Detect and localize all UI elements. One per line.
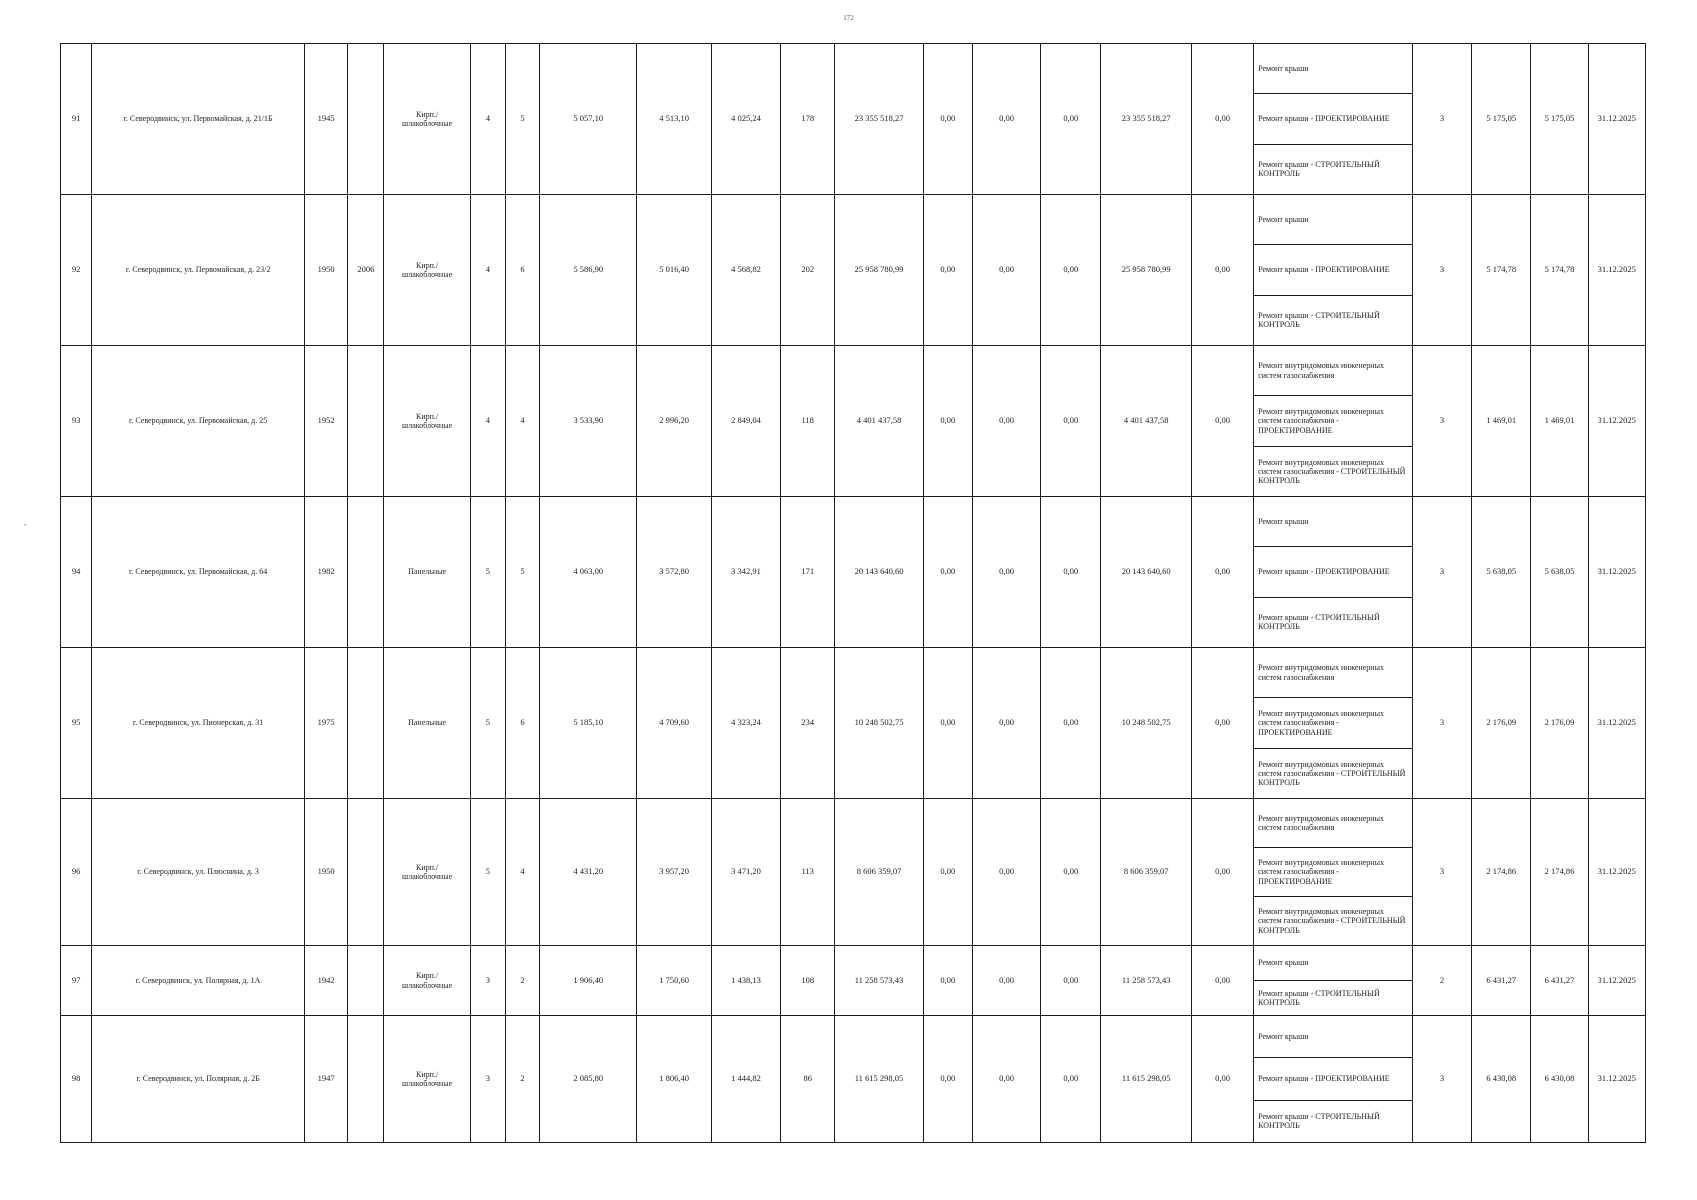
wall-material-line: Панельные [408, 567, 447, 577]
fund-regional-cell: 0,00 [972, 946, 1040, 1016]
wall-material-line: шлакоблочные [402, 980, 453, 990]
work-item: Ремонт крыши - ПРОЕКТИРОВАНИЕ [1254, 244, 1412, 294]
cost-total-cell: 25 958 780,99 [835, 195, 923, 346]
area-total-cell: 5 057,10 [540, 44, 637, 195]
year-overhaul-cell [348, 497, 384, 648]
area-residential-cell: 5 016,40 [637, 195, 711, 346]
unit-cost-cell: 1 469,01 [1472, 346, 1531, 497]
table-row [61, 799, 1646, 946]
fund-other-cell: 0,00 [1191, 946, 1253, 1016]
wall-material-cell [384, 497, 470, 648]
work-item: Ремонт внутридомовых инженерных систем газоснабжения [1258, 361, 1384, 380]
fund-local-cell: 0,00 [1041, 1016, 1101, 1143]
wall-material-line: Кирп./ [416, 411, 439, 421]
wall-material-line: шлакоблочные [402, 421, 453, 430]
cost-total-cell: 11 615 298,05 [835, 1016, 923, 1143]
cost-total-cell: 10 248 502,75 [835, 648, 923, 799]
year-built-cell: 1975 [305, 648, 348, 799]
row-number-cell: 95 [61, 648, 92, 799]
table-row [61, 648, 1646, 799]
residents-count-cell: 118 [781, 346, 835, 497]
work-item: Ремонт крыши [1258, 64, 1309, 74]
wall-material-cell [384, 1016, 470, 1143]
works-list-cell [1254, 946, 1413, 1016]
fund-local-cell: 0,00 [1041, 946, 1101, 1016]
work-item: Ремонт крыши [1258, 215, 1309, 225]
table-row [61, 497, 1646, 648]
unit-cost-limit-cell: 6 430,08 [1531, 1016, 1588, 1143]
deadline-cell: 31.12.2025 [1588, 648, 1645, 799]
area-residential-cell: 2 996,20 [637, 346, 711, 497]
wall-material-cell [384, 799, 470, 946]
works-list-cell [1254, 346, 1413, 497]
fund-other-cell: 0,00 [1191, 44, 1253, 195]
unit-cost-cell: 2 176,09 [1472, 648, 1531, 799]
work-item: Ремонт внутридомовых инженерных систем газоснабжения - СТРОИТЕЛЬНЫЙ КОНТРОЛЬ [1254, 446, 1412, 496]
fund-owners-cell: 4 401 437,58 [1101, 346, 1191, 497]
unit-cost-limit-cell: 2 174,86 [1531, 799, 1588, 946]
cost-total-cell: 8 606 359,07 [835, 799, 923, 946]
area-owned-cell: 4 025,24 [711, 44, 780, 195]
row-number-cell: 97 [61, 946, 92, 1016]
fund-owners-cell: 25 958 780,99 [1101, 195, 1191, 346]
work-item: Ремонт внутридомовых инженерных систем газоснабжения - ПРОЕКТИРОВАНИЕ [1254, 697, 1412, 747]
fund-regional-cell: 0,00 [972, 799, 1040, 946]
wall-material-cell [384, 946, 470, 1016]
floors-cell: 5 [470, 799, 505, 946]
fund-owners-cell: 20 143 640,60 [1101, 497, 1191, 648]
cost-total-cell: 11 258 573,43 [835, 946, 923, 1016]
year-overhaul-cell [348, 946, 384, 1016]
wall-material-cell [384, 44, 470, 195]
wall-material-cell [384, 648, 470, 799]
year-overhaul-cell [348, 346, 384, 497]
unit-cost-cell: 6 431,27 [1472, 946, 1531, 1016]
cost-total-cell: 20 143 640,60 [835, 497, 923, 648]
entrances-cell: 6 [505, 195, 539, 346]
unit-cost-cell: 2 174,86 [1472, 799, 1531, 946]
floors-cell: 5 [470, 497, 505, 648]
works-stack [1254, 648, 1412, 798]
works-list-cell [1254, 1016, 1413, 1143]
work-item: Ремонт крыши [1258, 517, 1309, 527]
year-built-cell: 1942 [305, 946, 348, 1016]
work-count-cell: 3 [1412, 44, 1471, 195]
work-item: Ремонт крыши [1258, 958, 1309, 968]
table-row [61, 195, 1646, 346]
year-built-cell: 1982 [305, 497, 348, 648]
area-residential-cell: 4 709,60 [637, 648, 711, 799]
fund-owners-cell: 8 606 359,07 [1101, 799, 1191, 946]
works-stack [1254, 946, 1412, 1015]
residents-count-cell: 86 [781, 1016, 835, 1143]
wall-material-line: Кирп./ [416, 1069, 439, 1079]
entrances-cell: 5 [505, 497, 539, 648]
unit-cost-limit-cell: 6 431,27 [1531, 946, 1588, 1016]
fund-other-cell: 0,00 [1191, 648, 1253, 799]
works-stack [1254, 195, 1412, 345]
works-list-cell [1254, 195, 1413, 346]
wall-material-line: шлакоблочные [402, 1079, 453, 1088]
work-count-cell: 3 [1412, 799, 1471, 946]
unit-cost-limit-cell: 5 638,05 [1531, 497, 1588, 648]
work-item: Ремонт крыши - СТРОИТЕЛЬНЫЙ КОНТРОЛЬ [1254, 295, 1412, 345]
unit-cost-limit-cell: 1 469,01 [1531, 346, 1588, 497]
fund-other-cell: 0,00 [1191, 497, 1253, 648]
work-item: Ремонт внутридомовых инженерных систем газоснабжения [1258, 663, 1384, 682]
residents-count-cell: 178 [781, 44, 835, 195]
floors-cell: 3 [470, 946, 505, 1016]
works-stack [1254, 44, 1412, 194]
floors-cell: 4 [470, 44, 505, 195]
residents-count-cell: 171 [781, 497, 835, 648]
work-count-cell: 3 [1412, 497, 1471, 648]
fund-federal-cell: 0,00 [923, 44, 972, 195]
deadline-cell: 31.12.2025 [1588, 497, 1645, 648]
area-owned-cell: 2 849,04 [711, 346, 780, 497]
works-stack [1254, 1016, 1412, 1142]
floors-cell: 4 [470, 346, 505, 497]
table-row [61, 1016, 1646, 1143]
work-item: Ремонт крыши - СТРОИТЕЛЬНЫЙ КОНТРОЛЬ [1254, 980, 1412, 1015]
work-item: Ремонт крыши - ПРОЕКТИРОВАНИЕ [1254, 546, 1412, 596]
area-total-cell: 5 586,90 [540, 195, 637, 346]
fund-regional-cell: 0,00 [972, 44, 1040, 195]
cost-total-cell: 23 355 518,27 [835, 44, 923, 195]
work-item: Ремонт внутридомовых инженерных систем газоснабжения - СТРОИТЕЛЬНЫЙ КОНТРОЛЬ [1254, 896, 1412, 945]
year-built-cell: 1945 [305, 44, 348, 195]
table-row [61, 44, 1646, 195]
work-count-cell: 3 [1412, 1016, 1471, 1143]
row-number-cell: 92 [61, 195, 92, 346]
residents-count-cell: 113 [781, 799, 835, 946]
wall-material-line: Кирп./ [416, 109, 439, 119]
fund-local-cell: 0,00 [1041, 195, 1101, 346]
address-cell: г. Северодвинск, ул. Первомайская, д. 23/2 [92, 195, 305, 346]
entrances-cell: 4 [505, 799, 539, 946]
fund-other-cell: 0,00 [1191, 195, 1253, 346]
work-item: Ремонт крыши - ПРОЕКТИРОВАНИЕ [1254, 93, 1412, 143]
work-count-cell: 2 [1412, 946, 1471, 1016]
work-item: Ремонт внутридомовых инженерных систем газоснабжения - ПРОЕКТИРОВАНИЕ [1254, 395, 1412, 445]
floors-cell: 4 [470, 195, 505, 346]
deadline-cell: 31.12.2025 [1588, 346, 1645, 497]
year-built-cell: 1947 [305, 1016, 348, 1143]
wall-material-line: шлакоблочные [402, 872, 453, 881]
area-owned-cell: 3 342,91 [711, 497, 780, 648]
fund-local-cell: 0,00 [1041, 346, 1101, 497]
fund-federal-cell: 0,00 [923, 346, 972, 497]
address-cell: г. Северодвинск, ул. Полярная, д. 2Б [92, 1016, 305, 1143]
floors-cell: 5 [470, 648, 505, 799]
fund-other-cell: 0,00 [1191, 346, 1253, 497]
fund-regional-cell: 0,00 [972, 497, 1040, 648]
year-built-cell: 1952 [305, 346, 348, 497]
year-built-cell: 1950 [305, 195, 348, 346]
fund-owners-cell: 23 355 518,27 [1101, 44, 1191, 195]
works-stack [1254, 799, 1412, 945]
row-number-cell: 91 [61, 44, 92, 195]
fund-owners-cell: 10 248 502,75 [1101, 648, 1191, 799]
address-cell: г. Северодвинск, ул. Пионерская, д. 31 [92, 648, 305, 799]
fund-local-cell: 0,00 [1041, 799, 1101, 946]
address-cell: г. Северодвинск, ул. Первомайская, д. 21/1Б [92, 44, 305, 195]
fund-other-cell: 0,00 [1191, 799, 1253, 946]
year-built-cell: 1950 [305, 799, 348, 946]
register-table [60, 43, 1646, 1143]
area-total-cell: 2 085,80 [540, 1016, 637, 1143]
wall-material-line: Кирп./ [416, 260, 439, 270]
wall-material-line: Панельные [408, 718, 447, 728]
deadline-cell: 31.12.2025 [1588, 1016, 1645, 1143]
area-owned-cell: 1 438,13 [711, 946, 780, 1016]
cost-total-cell: 4 401 437,58 [835, 346, 923, 497]
work-item: Ремонт внутридомовых инженерных систем газоснабжения - ПРОЕКТИРОВАНИЕ [1254, 847, 1412, 896]
fund-regional-cell: 0,00 [972, 346, 1040, 497]
unit-cost-limit-cell: 5 174,78 [1531, 195, 1588, 346]
works-list-cell [1254, 44, 1413, 195]
works-stack [1254, 497, 1412, 647]
work-item: Ремонт крыши - СТРОИТЕЛЬНЫЙ КОНТРОЛЬ [1254, 597, 1412, 647]
fund-federal-cell: 0,00 [923, 195, 972, 346]
works-stack [1254, 346, 1412, 496]
residents-count-cell: 108 [781, 946, 835, 1016]
unit-cost-limit-cell: 2 176,09 [1531, 648, 1588, 799]
fund-regional-cell: 0,00 [972, 195, 1040, 346]
fund-local-cell: 0,00 [1041, 44, 1101, 195]
wall-material-line: шлакоблочные [402, 119, 453, 128]
area-owned-cell: 3 471,20 [711, 799, 780, 946]
area-total-cell: 5 185,10 [540, 648, 637, 799]
address-cell: г. Северодвинск, ул. Плюснина, д. 3 [92, 799, 305, 946]
fund-federal-cell: 0,00 [923, 648, 972, 799]
work-item: Ремонт внутридомовых инженерных систем газоснабжения - СТРОИТЕЛЬНЫЙ КОНТРОЛЬ [1254, 748, 1412, 798]
area-owned-cell: 1 444,82 [711, 1016, 780, 1143]
work-count-cell: 3 [1412, 648, 1471, 799]
area-residential-cell: 3 957,20 [637, 799, 711, 946]
wall-material-line: Кирп./ [416, 862, 439, 872]
fund-federal-cell: 0,00 [923, 946, 972, 1016]
fund-owners-cell: 11 258 573,43 [1101, 946, 1191, 1016]
page-number: 172 [843, 14, 854, 22]
work-item: Ремонт внутридомовых инженерных систем газоснабжения [1258, 813, 1384, 832]
unit-cost-cell: 5 174,78 [1472, 195, 1531, 346]
entrances-cell: 4 [505, 346, 539, 497]
row-number-cell: 94 [61, 497, 92, 648]
residents-count-cell: 234 [781, 648, 835, 799]
area-owned-cell: 4 568,82 [711, 195, 780, 346]
fund-federal-cell: 0,00 [923, 1016, 972, 1143]
fund-owners-cell: 11 615 298,05 [1101, 1016, 1191, 1143]
deadline-cell: 31.12.2025 [1588, 195, 1645, 346]
fund-regional-cell: 0,00 [972, 648, 1040, 799]
entrances-cell: 6 [505, 648, 539, 799]
scan-mark: • [24, 523, 27, 529]
fund-other-cell: 0,00 [1191, 1016, 1253, 1143]
wall-material-cell [384, 195, 470, 346]
fund-federal-cell: 0,00 [923, 497, 972, 648]
fund-regional-cell: 0,00 [972, 1016, 1040, 1143]
area-owned-cell: 4 323,24 [711, 648, 780, 799]
deadline-cell: 31.12.2025 [1588, 799, 1645, 946]
area-residential-cell: 1 750,60 [637, 946, 711, 1016]
year-overhaul-cell [348, 648, 384, 799]
deadline-cell: 31.12.2025 [1588, 946, 1645, 1016]
works-list-cell [1254, 799, 1413, 946]
work-count-cell: 3 [1412, 346, 1471, 497]
works-list-cell [1254, 648, 1413, 799]
row-number-cell: 98 [61, 1016, 92, 1143]
unit-cost-limit-cell: 5 175,05 [1531, 44, 1588, 195]
entrances-cell: 2 [505, 1016, 539, 1143]
work-item: Ремонт крыши - СТРОИТЕЛЬНЫЙ КОНТРОЛЬ [1254, 1100, 1412, 1142]
address-cell: г. Северодвинск, ул. Полярная, д. 1А [92, 946, 305, 1016]
work-item: Ремонт крыши - СТРОИТЕЛЬНЫЙ КОНТРОЛЬ [1254, 144, 1412, 194]
address-cell: г. Северодвинск, ул. Первомайская, д. 64 [92, 497, 305, 648]
fund-local-cell: 0,00 [1041, 648, 1101, 799]
year-overhaul-cell [348, 1016, 384, 1143]
area-residential-cell: 4 513,10 [637, 44, 711, 195]
work-count-cell: 3 [1412, 195, 1471, 346]
area-residential-cell: 3 572,80 [637, 497, 711, 648]
year-overhaul-cell [348, 799, 384, 946]
residents-count-cell: 202 [781, 195, 835, 346]
area-total-cell: 3 533,90 [540, 346, 637, 497]
unit-cost-cell: 5 638,05 [1472, 497, 1531, 648]
area-total-cell: 4 431,20 [540, 799, 637, 946]
row-number-cell: 96 [61, 799, 92, 946]
entrances-cell: 5 [505, 44, 539, 195]
year-overhaul-cell [348, 44, 384, 195]
row-number-cell: 93 [61, 346, 92, 497]
wall-material-cell [384, 346, 470, 497]
table-row [61, 946, 1646, 1016]
register-table-container [60, 43, 1646, 1143]
area-residential-cell: 1 806,40 [637, 1016, 711, 1143]
floors-cell: 3 [470, 1016, 505, 1143]
entrances-cell: 2 [505, 946, 539, 1016]
year-overhaul-cell: 2006 [348, 195, 384, 346]
wall-material-line: шлакоблочные [402, 270, 453, 279]
area-total-cell: 1 906,40 [540, 946, 637, 1016]
work-item: Ремонт крыши [1258, 1032, 1309, 1042]
fund-local-cell: 0,00 [1041, 497, 1101, 648]
unit-cost-cell: 6 430,08 [1472, 1016, 1531, 1143]
wall-material-line: Кирп./ [416, 971, 439, 981]
table-row [61, 346, 1646, 497]
works-list-cell [1254, 497, 1413, 648]
deadline-cell: 31.12.2025 [1588, 44, 1645, 195]
address-cell: г. Северодвинск, ул. Первомайская, д. 25 [92, 346, 305, 497]
work-item: Ремонт крыши - ПРОЕКТИРОВАНИЕ [1254, 1057, 1412, 1099]
area-total-cell: 4 063,00 [540, 497, 637, 648]
unit-cost-cell: 5 175,05 [1472, 44, 1531, 195]
fund-federal-cell: 0,00 [923, 799, 972, 946]
